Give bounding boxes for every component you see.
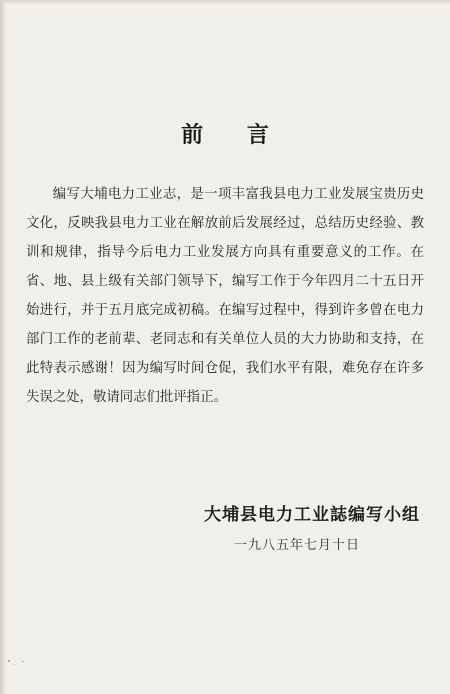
paper-speck xyxy=(14,664,15,665)
paper-speck xyxy=(8,660,10,662)
preface-body xyxy=(26,180,424,412)
paper-speck xyxy=(22,661,24,662)
preface-paragraph: 编写大埔电力工业志，是一项丰富我县电力工业发展宝贵历史文化，反映我县电力工业在解放前后发展经过，总结历史经验、教训和规律，指导今后电力工业发展方向具有重要意义的工作。在省、地、县上级有关部门领导下，编写工作于今年四月二十五日开始进行，并于五月底完成初稿。在编写过程中，得到许多曾在电力部门工作的老前辈、老同志和有关单位人员的大力协助和支持，在此特表示感谢！因为编写时间仓促，我们水平有限，难免存在许多失误之处，敬请同志们批评指正。 xyxy=(26,187,424,405)
preface-date: 一九八五年七月十日 xyxy=(233,538,360,553)
preface-title: 前 言 xyxy=(181,122,287,148)
page-shadow-top xyxy=(0,0,450,5)
page-shadow-left xyxy=(0,0,6,694)
author-signature: 大埔县电力工业誌编写小组 xyxy=(204,505,420,525)
